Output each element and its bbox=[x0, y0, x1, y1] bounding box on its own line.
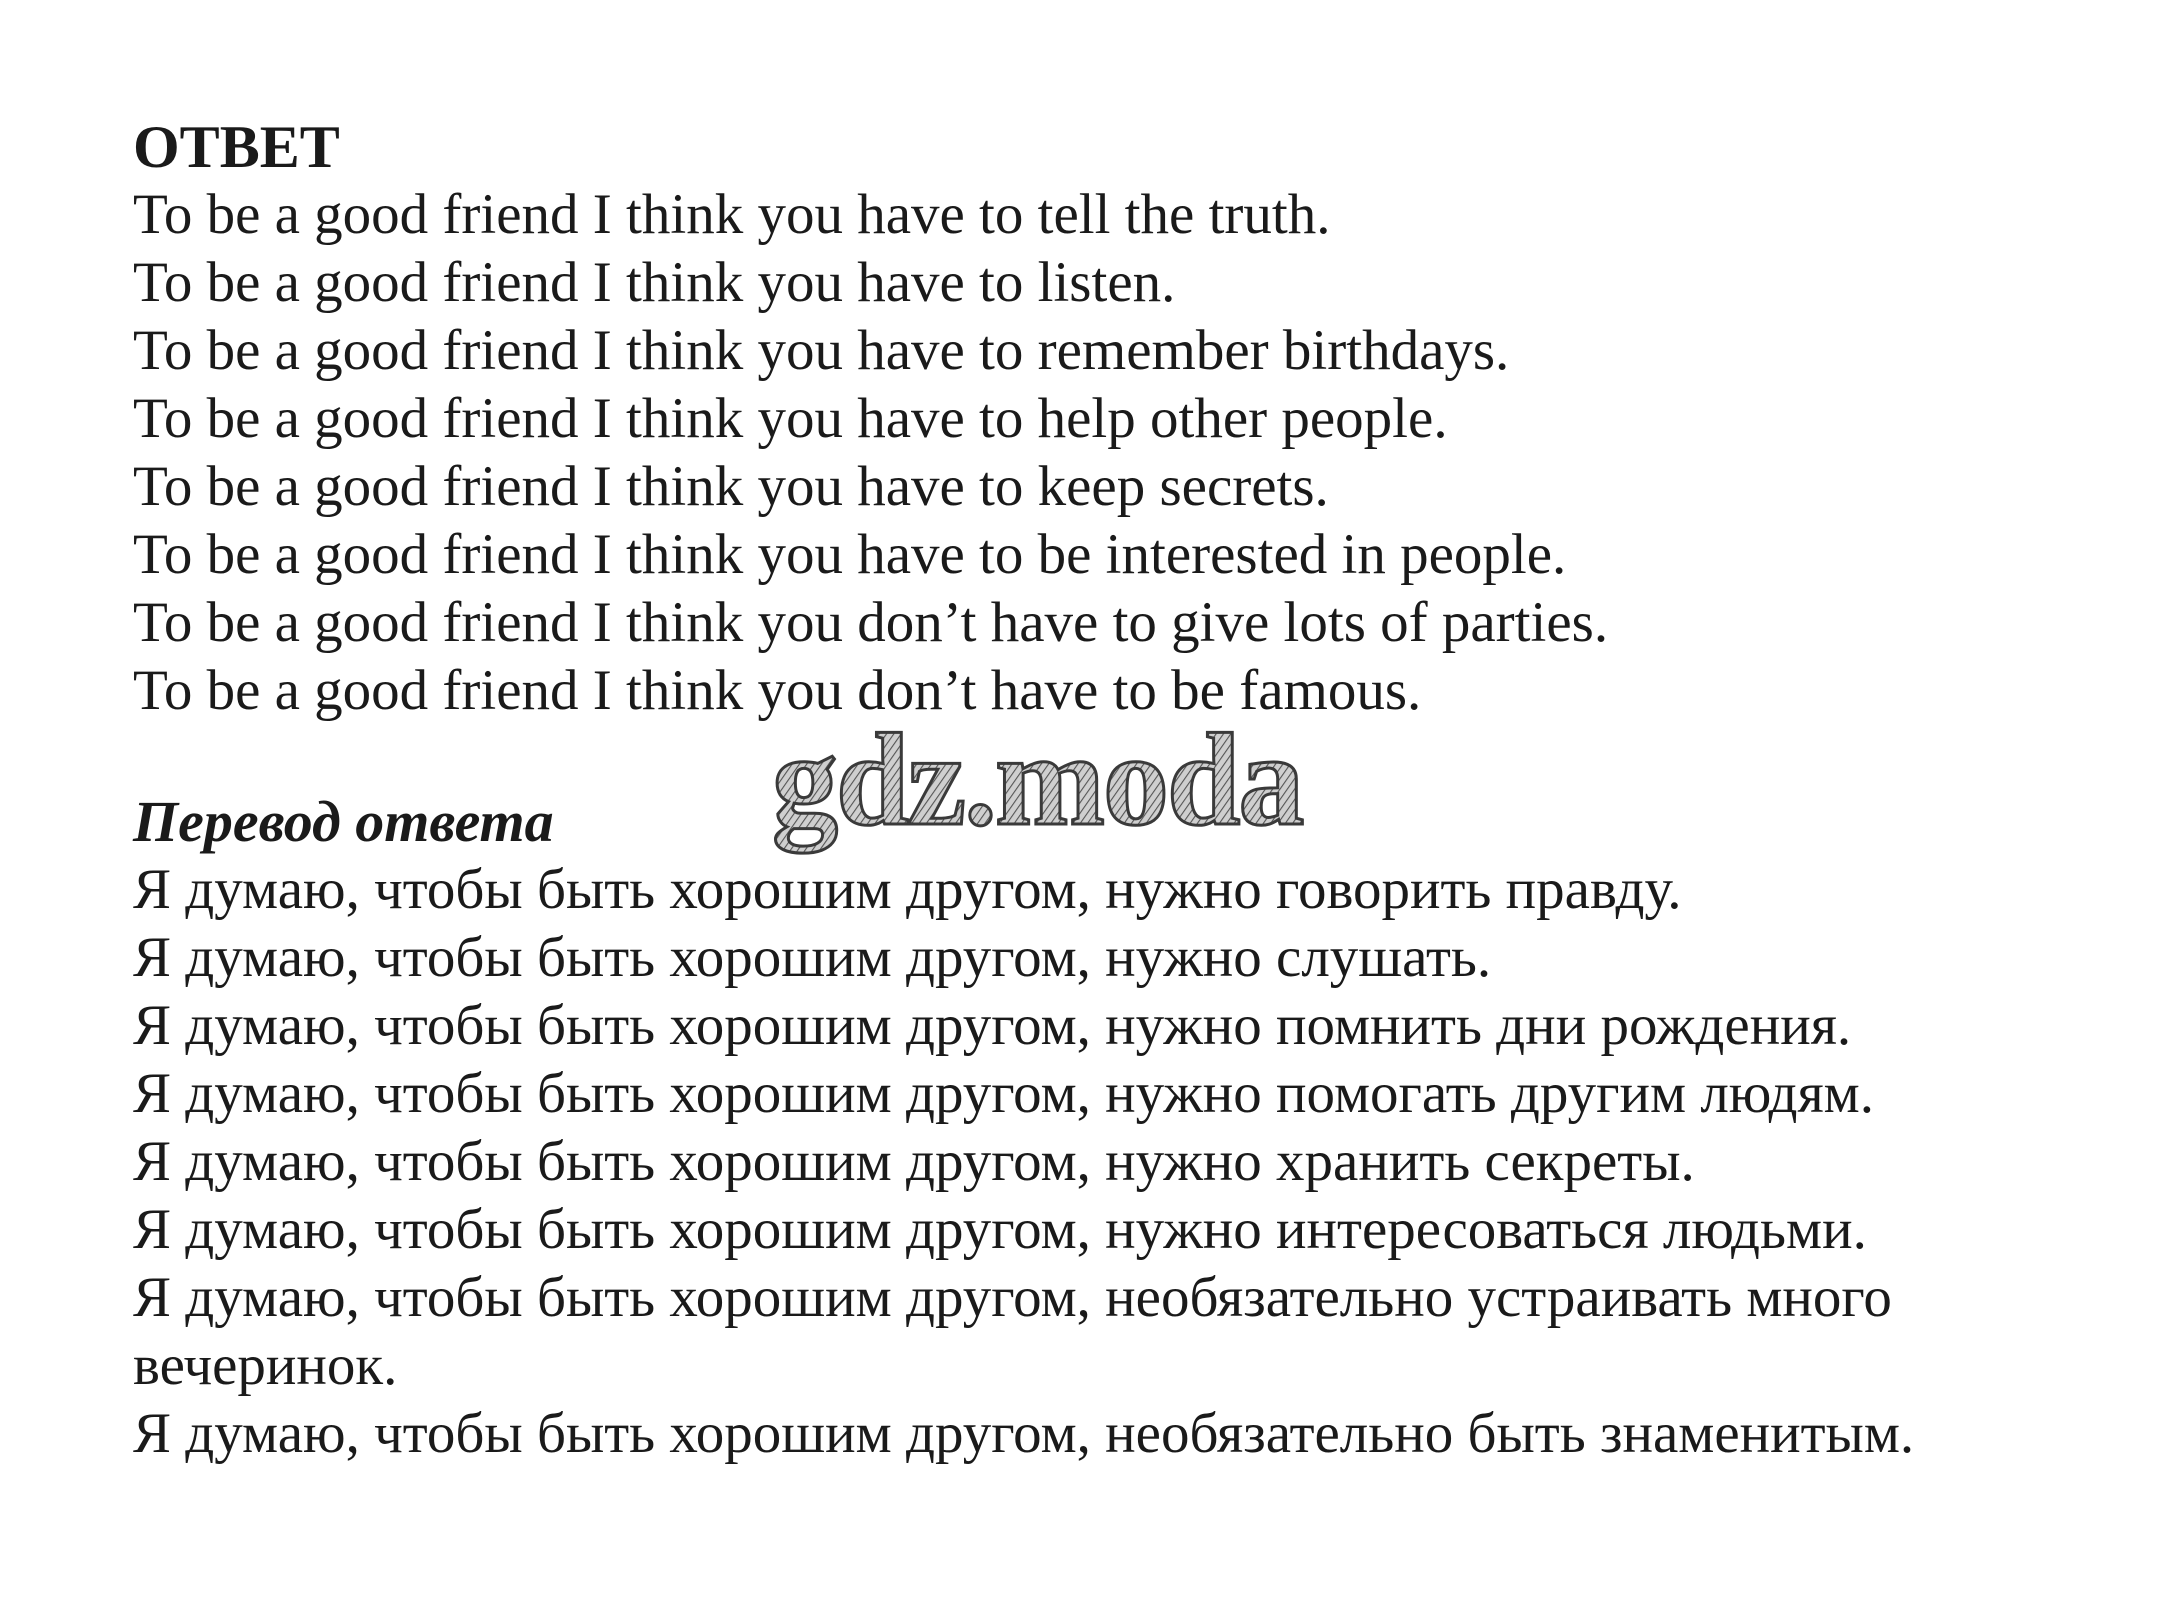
translation-line: Я думаю, чтобы быть хорошим другом, нужно слушать. bbox=[133, 926, 1492, 989]
translation-line: Я думаю, чтобы быть хорошим другом, нужно помнить дни рождения. bbox=[133, 994, 1852, 1057]
translation-line: Я думаю, чтобы быть хорошим другом, нужно помогать другим людям. bbox=[133, 1062, 1875, 1125]
answer-line: To be a good friend I think you don’t have to be famous. bbox=[133, 659, 1422, 722]
answer-line: To be a good friend I think you have to help other people. bbox=[133, 387, 1448, 450]
answer-line: To be a good friend I think you have to be interested in people. bbox=[133, 523, 1567, 586]
translation-line: Я думаю, чтобы быть хорошим другом, нужно интересоваться людьми. bbox=[133, 1198, 1867, 1261]
watermark-text: gdz.moda bbox=[772, 712, 1303, 853]
answer-section bbox=[133, 113, 2093, 725]
translation-heading: Перевод ответа bbox=[133, 789, 554, 854]
translation-line: Я думаю, чтобы быть хорошим другом, необязательно быть знаменитым. bbox=[133, 1402, 1915, 1465]
translation-line: Я думаю, чтобы быть хорошим другом, нужно говорить правду. bbox=[133, 858, 1682, 921]
answer-line: To be a good friend I think you don’t have to give lots of parties. bbox=[133, 591, 1609, 654]
translation-line: Я думаю, чтобы быть хорошим другом, необязательно устраивать много вечеринок. bbox=[133, 1266, 1892, 1397]
answer-line: To be a good friend I think you have to keep secrets. bbox=[133, 455, 1329, 518]
answer-line: To be a good friend I think you have to listen. bbox=[133, 251, 1176, 314]
translation-line: Я думаю, чтобы быть хорошим другом, нужно хранить секреты. bbox=[133, 1130, 1695, 1193]
answer-line: To be a good friend I think you have to tell the truth. bbox=[133, 183, 1331, 246]
answer-heading: ОТВЕТ bbox=[133, 114, 340, 180]
translation-section bbox=[133, 788, 2093, 1468]
answer-line: To be a good friend I think you have to remember birthdays. bbox=[133, 319, 1510, 382]
